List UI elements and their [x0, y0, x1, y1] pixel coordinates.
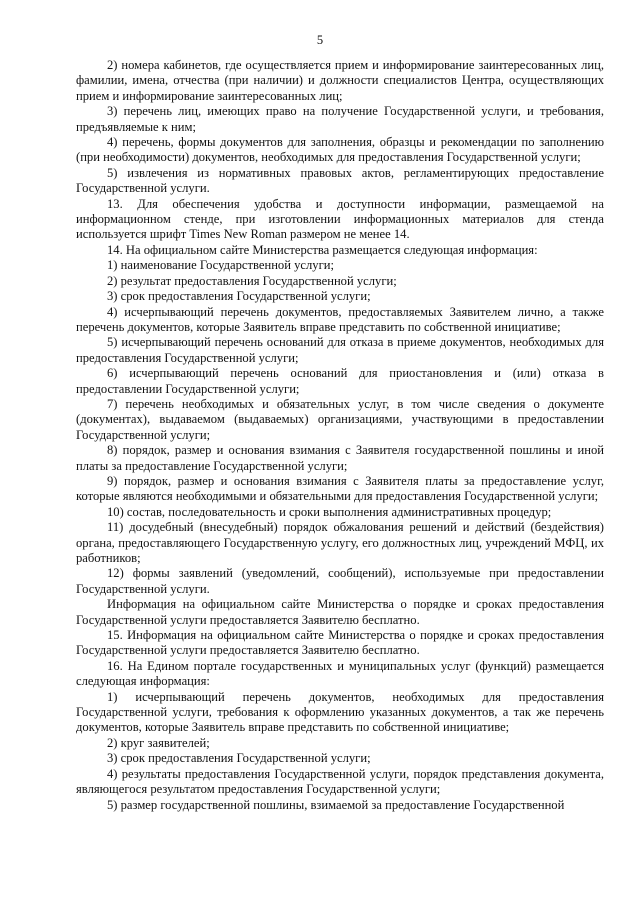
- document-body: [76, 58, 604, 813]
- paragraph: 5) исчерпывающий перечень оснований для отказа в приеме документов, необходимых для предоставления Государственной услуги;: [76, 335, 604, 365]
- paragraph: 10) состав, последовательность и сроки выполнения административных процедур;: [107, 504, 552, 519]
- paragraph: Информация на официальном сайте Министерства о порядке и сроках предоставления Государственной услуги предоставляется Заявителю бесплатно.: [76, 597, 604, 627]
- paragraph: 5) размер государственной пошлины, взимаемой за предоставление Государственной: [107, 797, 565, 812]
- paragraph: 11) досудебный (внесудебный) порядок обжалования решений и действий (бездействия) органа, предоставляющего Государственную услугу, его должностных лиц, учреждений МФЦ, их работников;: [76, 520, 604, 565]
- paragraph: 4) результаты предоставления Государственной услуги, порядок представления документа, являющегося результатом предоставления Государственной услуги;: [76, 766, 604, 797]
- paragraph: 12) формы заявлений (уведомлений, сообщений), используемые при предоставлении Государственной услуги.: [76, 566, 604, 596]
- paragraph: 15. Информация на официальном сайте Министерства о порядке и сроках предоставления Государственной услуги предоставляется Заявителю бесплатно.: [76, 628, 604, 658]
- paragraph: 16. На Едином портале государственных и муниципальных услуг (функций) размещается следующая информация:: [76, 658, 604, 689]
- paragraph: 3) срок предоставления Государственной услуги;: [107, 289, 371, 304]
- paragraph: 14. На официальном сайте Министерства размещается следующая информация:: [107, 242, 538, 257]
- paragraph: 3) перечень лиц, имеющих право на получение Государственной услуги, и требования, предъявляемые к ним;: [76, 104, 604, 134]
- paragraph: 9) порядок, размер и основания взимания с Заявителя платы за предоставление услуг, которые являются необходимыми и обязательными для предоставления Государственной услуги;: [76, 473, 604, 504]
- paragraph: 2) результат предоставления Государственной услуги;: [107, 273, 397, 288]
- paragraph: 6) исчерпывающий перечень оснований для приостановления и (или) отказа в предоставлении Государственной услуги;: [76, 366, 604, 396]
- paragraph: 2) круг заявителей;: [107, 735, 210, 750]
- paragraph: 13. Для обеспечения удобства и доступности информации, размещаемой на информационном стенде, при изготовлении информационных материалов для стенда используется шрифт Times New Roman размером не менее 14.: [76, 196, 604, 242]
- paragraph: 7) перечень необходимых и обязательных услуг, в том числе сведения о документе (документах), выдаваемом (выдаваемых) организациями, участвующими в предоставлении Государственной услуги;: [76, 396, 604, 442]
- paragraph: 2) номера кабинетов, где осуществляется прием и информирование заинтересованных лиц, фамилии, имена, отчества (при наличии) и должности специалистов Центра, осуществляющих прием и информирование заинтересованных лиц;: [76, 58, 604, 103]
- paragraph: 8) порядок, размер и основания взимания с Заявителя государственной пошлины и иной платы за предоставление Государственной услуги;: [76, 443, 604, 473]
- paragraph: 1) наименование Государственной услуги;: [107, 258, 334, 273]
- paragraph: 4) перечень, формы документов для заполнения, образцы и рекомендации по заполнению (при необходимости) документов, необходимых для предоставления Государственной услуги;: [76, 135, 604, 165]
- paragraph: 5) извлечения из нормативных правовых актов, регламентирующих предоставление Государственной услуги.: [76, 165, 604, 196]
- paragraph: 3) срок предоставления Государственной услуги;: [107, 751, 371, 766]
- paragraph: 1) исчерпывающий перечень документов, необходимых для предоставления Государственной услуги, требования к оформлению указанных документов, а так же перечень документов, которые Заявитель вправе представить по собственной инициативе;: [76, 689, 604, 735]
- paragraph: 4) исчерпывающий перечень документов, предоставляемых Заявителем лично, а также перечень документов, которые Заявитель вправе представить по собственной инициативе;: [76, 304, 604, 334]
- page-number: 5: [316, 33, 324, 47]
